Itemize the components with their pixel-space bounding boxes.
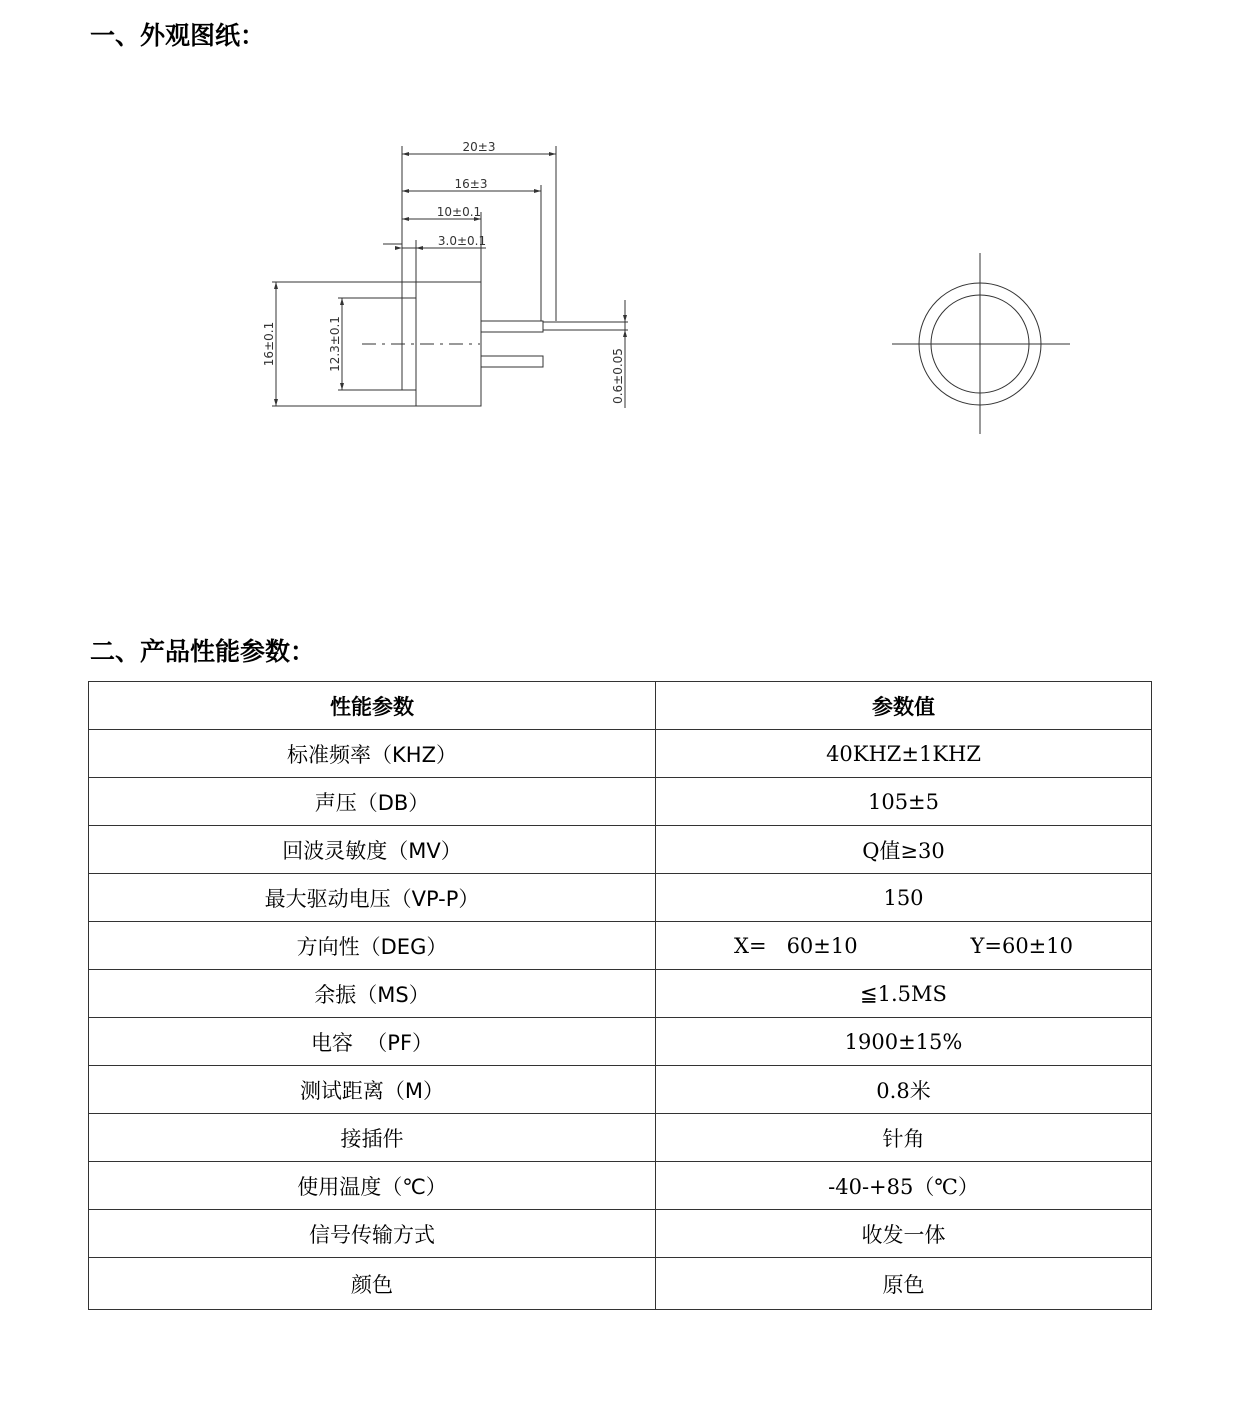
param-value: -40-+85（℃）: [656, 1162, 1152, 1210]
param-value: 0.8米: [656, 1066, 1152, 1114]
param-value: 原色: [656, 1258, 1152, 1310]
header-value: 参数值: [656, 682, 1152, 730]
dim-rim-length: 3.0±0.1: [437, 234, 487, 248]
param-name: 最大驱动电压（VP-P）: [89, 874, 656, 922]
dim-overall-length: 20±3: [462, 140, 496, 154]
dim-pin-diameter: 0.6±0.05: [611, 348, 625, 404]
param-value: Q值≥30: [656, 826, 1152, 874]
param-name: 余振（MS）: [89, 970, 656, 1018]
param-name: 电容 （PF）: [89, 1018, 656, 1066]
section2-title: 二、产品性能参数：: [90, 637, 316, 666]
param-name: 使用温度（℃）: [89, 1162, 656, 1210]
header-parameter: 性能参数: [89, 682, 656, 730]
param-value-y: Y=60±10: [970, 933, 1073, 958]
table-row: [89, 1210, 1152, 1258]
param-value: 105±5: [656, 778, 1152, 826]
param-name: 接插件: [89, 1114, 656, 1162]
dim-rim-diameter: 12.3±0.1: [328, 316, 342, 372]
table-row: [89, 1018, 1152, 1066]
parameters-table: [88, 681, 1152, 1310]
table-row: [89, 1114, 1152, 1162]
param-name: 测试距离（M）: [89, 1066, 656, 1114]
pin-top: [481, 321, 543, 332]
param-value: ≦1.5MS: [656, 970, 1152, 1018]
dim-body-diameter: 16±0.1: [262, 321, 276, 367]
param-value-x: X= 60±10: [734, 933, 858, 958]
table-row: [89, 778, 1152, 826]
table-row: [89, 1162, 1152, 1210]
table-row: [89, 1258, 1152, 1310]
param-name: 信号传输方式: [89, 1210, 656, 1258]
table-row: [89, 730, 1152, 778]
param-name: 方向性（DEG）: [89, 922, 656, 970]
param-value: 1900±15%: [656, 1018, 1152, 1066]
param-value: 150: [656, 874, 1152, 922]
table-row: [89, 970, 1152, 1018]
param-value: 收发一体: [656, 1210, 1152, 1258]
table-row: [89, 1066, 1152, 1114]
param-value: 40KHZ±1KHZ: [656, 730, 1152, 778]
section1-title: 一、外观图纸：: [90, 21, 266, 50]
dim-pin-end-length: 16±3: [454, 177, 488, 191]
pin-bottom: [481, 356, 543, 367]
param-name: 标准频率（KHZ）: [89, 730, 656, 778]
param-value: 针角: [656, 1114, 1152, 1162]
table-row: [89, 922, 1152, 970]
param-name: 回波灵敏度（MV）: [89, 826, 656, 874]
param-name: 声压（DB）: [89, 778, 656, 826]
table-row: [89, 874, 1152, 922]
dim-body-length: 10±0.1: [436, 205, 482, 219]
param-name: 颜色: [89, 1258, 656, 1310]
param-value: [656, 922, 1152, 970]
table-header-row: [89, 682, 1152, 730]
table-row: [89, 826, 1152, 874]
outline-drawing: [0, 0, 1240, 560]
